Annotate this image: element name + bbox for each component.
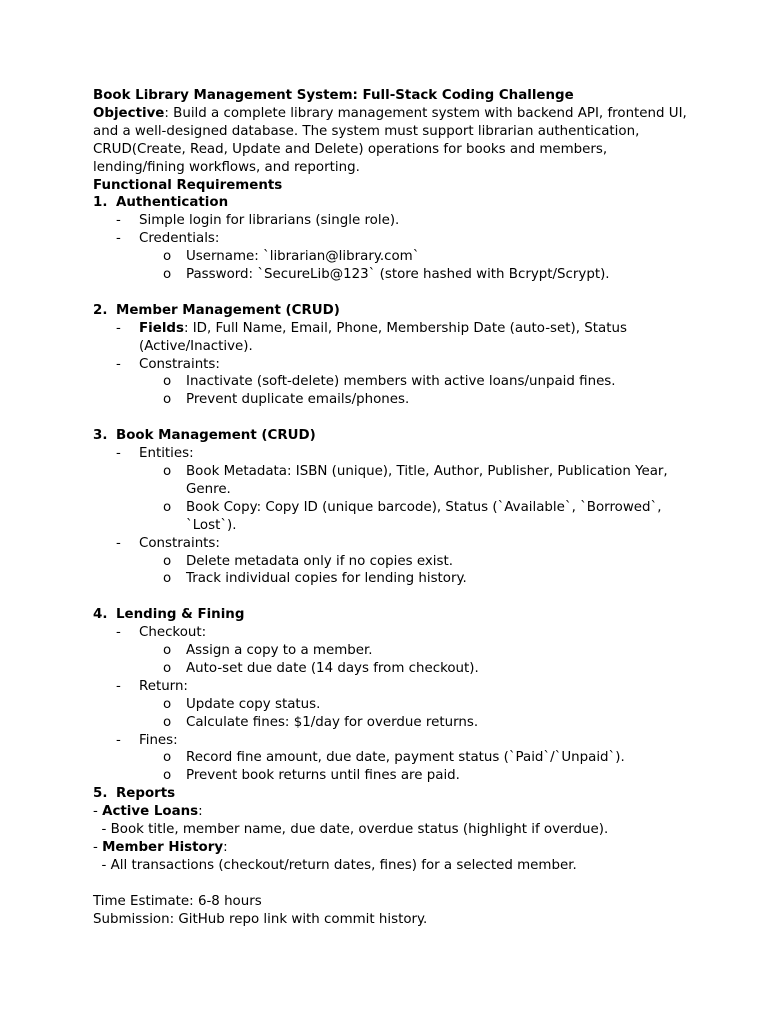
section-title: Lending & Fining: [116, 607, 245, 623]
list-item-text: Simple login for librarians (single role).: [139, 213, 400, 229]
dash-bullet: -: [116, 213, 121, 229]
sub-list-item-text: Delete metadata only if no copies exist.: [186, 553, 453, 569]
section-authentication-heading: [93, 194, 693, 212]
circle-bullet: o: [163, 392, 172, 408]
list-item: [93, 320, 693, 356]
report-colon: :: [198, 804, 203, 820]
section-number: 5.: [93, 786, 108, 802]
sub-list-item: [93, 248, 693, 266]
report-active-loans-detail: - Book title, member name, due date, overdue status (highlight if overdue).: [93, 822, 609, 838]
list-item: [93, 624, 693, 642]
dash-bullet: -: [116, 356, 121, 372]
list-item-text: [139, 320, 693, 356]
spacer: [93, 409, 693, 427]
sub-list-item: [93, 266, 693, 284]
sub-list-item-text: Password: `SecureLib@123` (store hashed with Bcrypt/Scrypt).: [186, 267, 610, 283]
section-reports-heading: [93, 785, 693, 803]
report-member-history: [93, 839, 693, 857]
circle-bullet: o: [163, 660, 172, 676]
sub-list-item-text: Record fine amount, due date, payment status (`Paid`/`Unpaid`).: [186, 750, 625, 766]
list-item: [93, 212, 693, 230]
book-metadata-text-2: Genre.: [186, 481, 231, 497]
report-prefix: -: [93, 804, 103, 820]
sub-list-item-text: [186, 463, 693, 499]
sub-list-item-text: Prevent duplicate emails/phones.: [186, 392, 410, 408]
sub-list-item: [93, 642, 693, 660]
spacer: [93, 875, 693, 893]
circle-bullet: o: [163, 499, 172, 515]
sub-list-item: [93, 553, 693, 571]
section-number: 2.: [93, 302, 108, 318]
circle-bullet: o: [163, 714, 172, 730]
sub-list-item: [93, 660, 693, 678]
sub-list-item: [93, 463, 693, 499]
fields-text: : ID, Full Name, Email, Phone, Membership Date (auto-set), Status: [183, 320, 627, 336]
circle-bullet: o: [163, 643, 172, 659]
report-colon: :: [223, 840, 228, 856]
section-member-management-heading: [93, 302, 693, 320]
sub-list-item-text: Update copy status.: [186, 696, 321, 712]
report-active-loans: [93, 803, 693, 821]
list-item: [93, 356, 693, 374]
section-title: Reports: [116, 786, 176, 802]
sub-list-item-text: Auto-set due date (14 days from checkout).: [186, 660, 479, 676]
submission: Submission: GitHub repo link with commit history.: [93, 911, 428, 927]
sub-list-item-text: Assign a copy to a member.: [186, 643, 373, 659]
circle-bullet: o: [163, 696, 172, 712]
sub-list-item-text: Inactivate (soft-delete) members with active loans/unpaid fines.: [186, 374, 616, 390]
list-item-text: Checkout:: [139, 625, 207, 641]
dash-bullet: -: [116, 231, 121, 247]
dash-bullet: -: [116, 678, 121, 694]
circle-bullet: o: [163, 750, 172, 766]
list-item-text: Return:: [139, 678, 188, 694]
functional-requirements-heading: Functional Requirements: [93, 177, 283, 193]
list-item: [93, 445, 693, 463]
spacer: [93, 284, 693, 302]
sub-list-item: [93, 767, 693, 785]
circle-bullet: o: [163, 768, 172, 784]
list-item-text: Credentials:: [139, 231, 220, 247]
circle-bullet: o: [163, 553, 172, 569]
sub-list-item: [93, 714, 693, 732]
section-number: 4.: [93, 607, 108, 623]
circle-bullet: o: [163, 571, 172, 587]
circle-bullet: o: [163, 464, 172, 479]
list-item: [93, 230, 693, 248]
document-title: Book Library Management System: Full-Stack Coding Challenge: [93, 88, 574, 103]
circle-bullet: o: [163, 249, 172, 265]
sub-list-item: [93, 749, 693, 767]
objective-text-2: and a well-designed database. The system must support librarian authentication,: [93, 123, 640, 139]
section-number: 1.: [93, 195, 108, 211]
sub-list-item: [93, 373, 693, 391]
circle-bullet: o: [163, 374, 172, 390]
section-lending-fining-heading: [93, 606, 693, 624]
fields-label: Fields: [139, 320, 184, 336]
sub-list-item-text: Prevent book returns until fines are paid.: [186, 768, 460, 784]
dash-bullet: -: [116, 732, 121, 748]
list-item: [93, 732, 693, 750]
section-book-management-heading: [93, 427, 693, 445]
objective-text-3: CRUD(Create, Read, Update and Delete) operations for books and members,: [93, 141, 608, 157]
report-label: Active Loans: [102, 804, 199, 820]
report-prefix: -: [93, 840, 103, 856]
objective-label: Objective: [93, 105, 165, 121]
dash-bullet: -: [116, 625, 121, 641]
list-item: [93, 678, 693, 696]
spacer: [93, 588, 693, 606]
sub-list-item-text: Username: `librarian@library.com`: [186, 249, 420, 265]
objective-text-1: : Build a complete library management system with backend API, frontend UI,: [164, 105, 687, 121]
time-estimate: Time Estimate: 6-8 hours: [93, 893, 262, 909]
dash-bullet: -: [116, 320, 121, 336]
sub-list-item-text: [186, 499, 693, 535]
section-number: 3.: [93, 428, 108, 444]
sub-list-item-text: Track individual copies for lending history.: [186, 571, 467, 587]
sub-list-item: [93, 499, 693, 535]
section-title: Book Management (CRUD): [116, 428, 316, 444]
dash-bullet: -: [116, 446, 121, 462]
list-item-text: Constraints:: [139, 356, 220, 372]
section-title: Authentication: [116, 195, 229, 211]
sub-list-item: [93, 391, 693, 409]
sub-list-item: [93, 570, 693, 588]
sub-list-item: [93, 696, 693, 714]
document-body: [93, 87, 693, 929]
list-item-text: Fines:: [139, 732, 178, 748]
sub-list-item-text: Calculate fines: $1/day for overdue returns.: [186, 714, 479, 730]
report-member-history-detail: - All transactions (checkout/return dates, fines) for a selected member.: [93, 857, 577, 873]
report-label: Member History: [102, 840, 224, 856]
list-item-text: Entities:: [139, 446, 194, 462]
dash-bullet: -: [116, 535, 121, 551]
list-item: [93, 535, 693, 553]
objective-paragraph: [93, 105, 693, 123]
book-metadata-text-1: Book Metadata: ISBN (unique), Title, Author, Publisher, Publication Year,: [186, 464, 668, 479]
book-copy-text-1: Book Copy: Copy ID (unique barcode), Status (`Available`, `Borrowed`,: [186, 499, 662, 515]
circle-bullet: o: [163, 267, 172, 283]
fields-text-2: (Active/Inactive).: [139, 338, 253, 354]
section-title: Member Management (CRUD): [116, 302, 340, 318]
list-item-text: Constraints:: [139, 535, 220, 551]
book-copy-text-2: `Lost`).: [186, 517, 237, 533]
objective-text-4: lending/fining workflows, and reporting.: [93, 159, 360, 175]
